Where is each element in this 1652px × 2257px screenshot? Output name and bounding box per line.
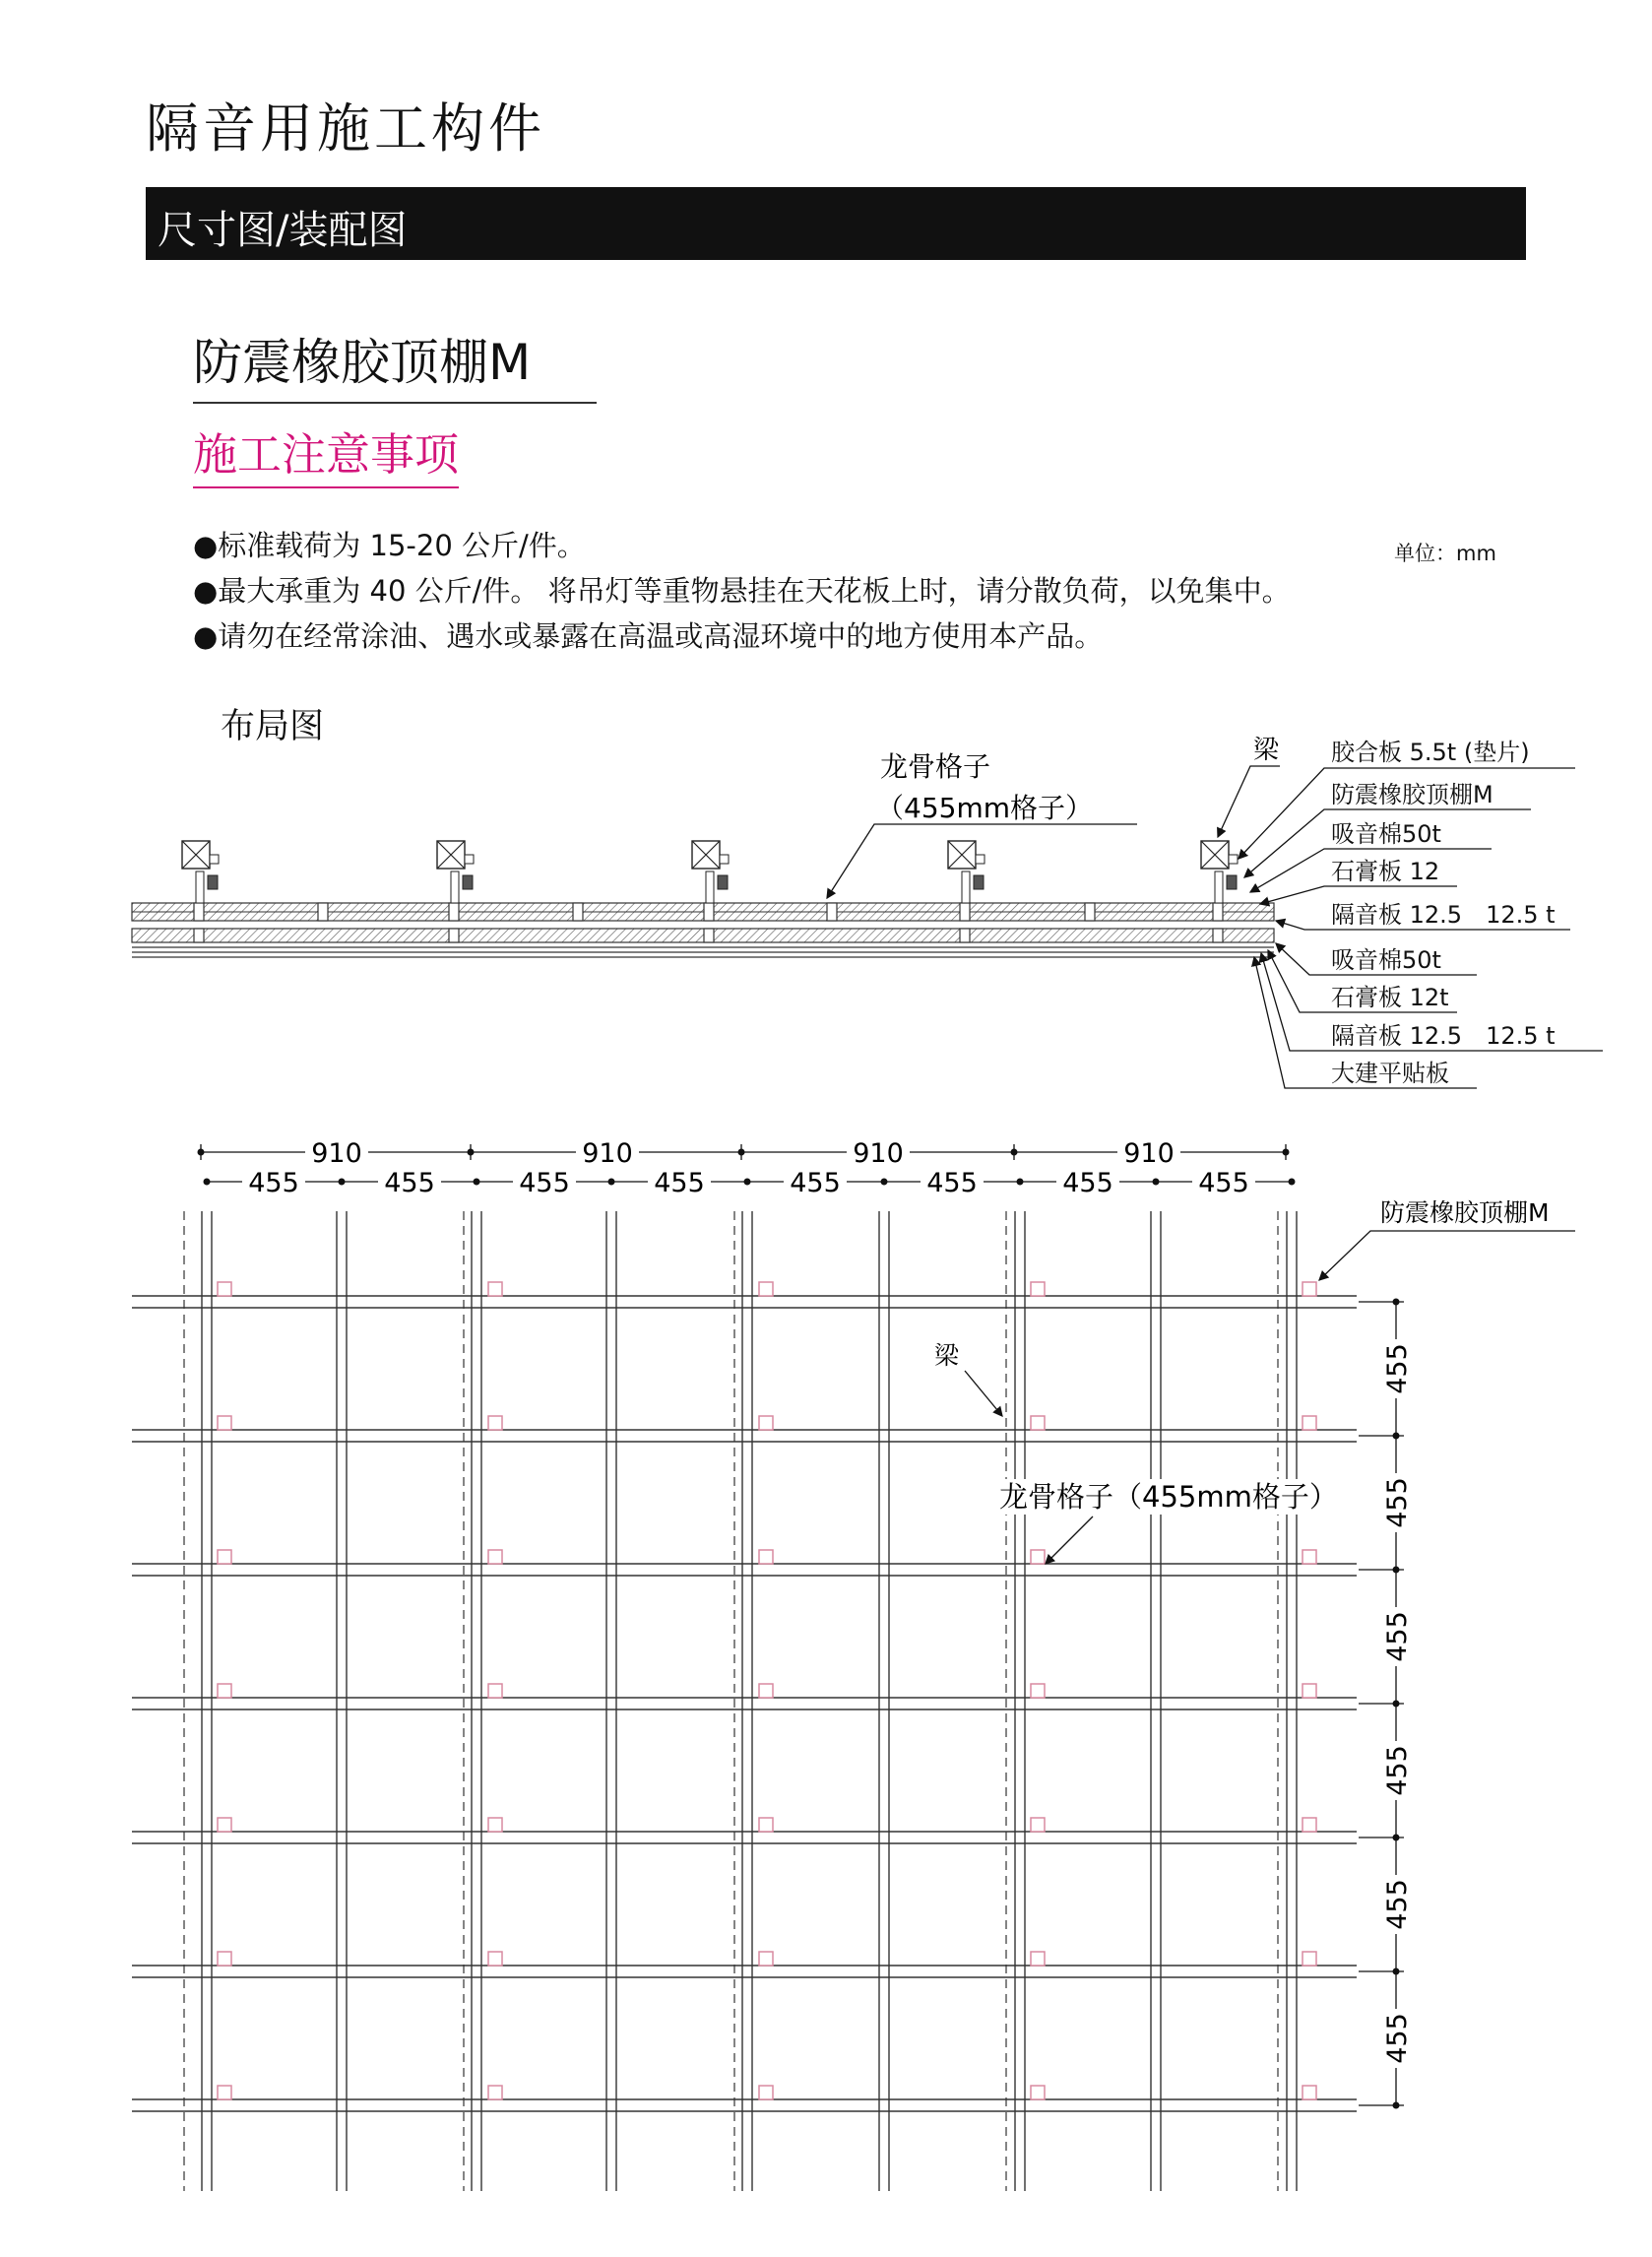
lower-board-layer [132, 929, 1274, 942]
dim-455-3: 455 [519, 1168, 570, 1198]
notice-heading: 施工注意事项 [193, 419, 459, 488]
section-header-bar [146, 187, 1526, 260]
beam-hanger-1 [182, 841, 219, 903]
dim-455-8: 455 [1198, 1168, 1249, 1198]
vertical-joists [202, 1211, 1297, 2191]
side-dim-1: 455 [1382, 1343, 1413, 1394]
layer-label-plywood: 胶合板 5.5t (垫片) [1331, 739, 1530, 766]
side-dim-5: 455 [1382, 1879, 1413, 1930]
beam-hanger-3 [692, 841, 729, 903]
layer-label-sound-board-upper: 隔音板 12.5 12.5 t [1331, 901, 1556, 929]
layer-label-sound-board-lower: 隔音板 12.5 12.5 t [1331, 1022, 1556, 1050]
plan-view-diagram [0, 1123, 1652, 2206]
grid-label-line2: （455mm格子） [876, 792, 1093, 824]
dim-910-3: 910 [853, 1138, 904, 1169]
plan-grid-label: 龙骨格子（455mm格子） [999, 1480, 1338, 1514]
layer-label-gypsum-lower: 石膏板 12t [1331, 984, 1449, 1011]
unit-label: 单位：mm [1394, 542, 1496, 565]
side-dim-4: 455 [1382, 1745, 1413, 1796]
layer-labels [1331, 739, 1556, 1087]
side-dim-2: 455 [1382, 1477, 1413, 1528]
dim-455-4: 455 [654, 1168, 705, 1198]
section-view-diagram [0, 709, 1652, 1103]
beam-hanger-4 [948, 841, 985, 903]
plan-beam-label: 梁 [934, 1341, 960, 1370]
dim-910-1: 910 [311, 1138, 362, 1169]
dim-455-1: 455 [248, 1168, 299, 1198]
plan-product-leader [1319, 1231, 1575, 1280]
layer-label-insulation-upper: 吸音棉50t [1331, 820, 1441, 848]
side-dim-6: 455 [1382, 2013, 1413, 2064]
dim-455-2: 455 [384, 1168, 435, 1198]
side-dim-3: 455 [1382, 1611, 1413, 1662]
layer-label-gypsum-upper: 石膏板 12 [1331, 858, 1440, 885]
dim-455-5: 455 [790, 1168, 841, 1198]
plan-product-label: 防震橡胶顶棚M [1380, 1198, 1550, 1227]
page-title: 隔音用施工构件 [146, 97, 545, 160]
beam-leader [1218, 766, 1280, 837]
section-title: 尺寸图/装配图 [158, 208, 408, 253]
finish-board-lines [132, 947, 1274, 957]
note-standard-load: ●标准载荷为 15-20 公斤/件。 [193, 529, 586, 562]
upper-board-layer [132, 903, 1274, 921]
layout-diagram-label: 布局图 [221, 707, 325, 746]
plan-beam-leader [965, 1371, 1002, 1416]
beam-label: 梁 [1253, 736, 1280, 765]
dim-910-4: 910 [1123, 1138, 1175, 1169]
dim-910-2: 910 [582, 1138, 633, 1169]
product-name: 防震橡胶顶棚M [193, 323, 597, 404]
beam-dashed-lines [184, 1211, 1278, 2191]
dim-455-6: 455 [926, 1168, 978, 1198]
grid-label-line1: 龙骨格子 [879, 750, 991, 783]
dim-455-7: 455 [1062, 1168, 1113, 1198]
beam-hanger-5 [1201, 841, 1238, 903]
horizontal-joists [132, 1296, 1357, 2111]
note-environment: ●请勿在经常涂油、遇水或暴露在高温或高湿环境中的地方使用本产品。 [193, 619, 1104, 653]
beam-hanger-2 [437, 841, 474, 903]
layer-label-insulation-lower: 吸音棉50t [1331, 946, 1441, 974]
note-max-load: ●最大承重为 40 公斤/件。 将吊灯等重物悬挂在天花板上时，请分散负荷，以免集中。 [193, 574, 1291, 608]
layer-label-flat-board: 大建平贴板 [1331, 1060, 1449, 1087]
layer-label-rubber-hanger: 防震橡胶顶棚M [1331, 781, 1493, 808]
plan-grid-leader [1046, 1516, 1093, 1564]
